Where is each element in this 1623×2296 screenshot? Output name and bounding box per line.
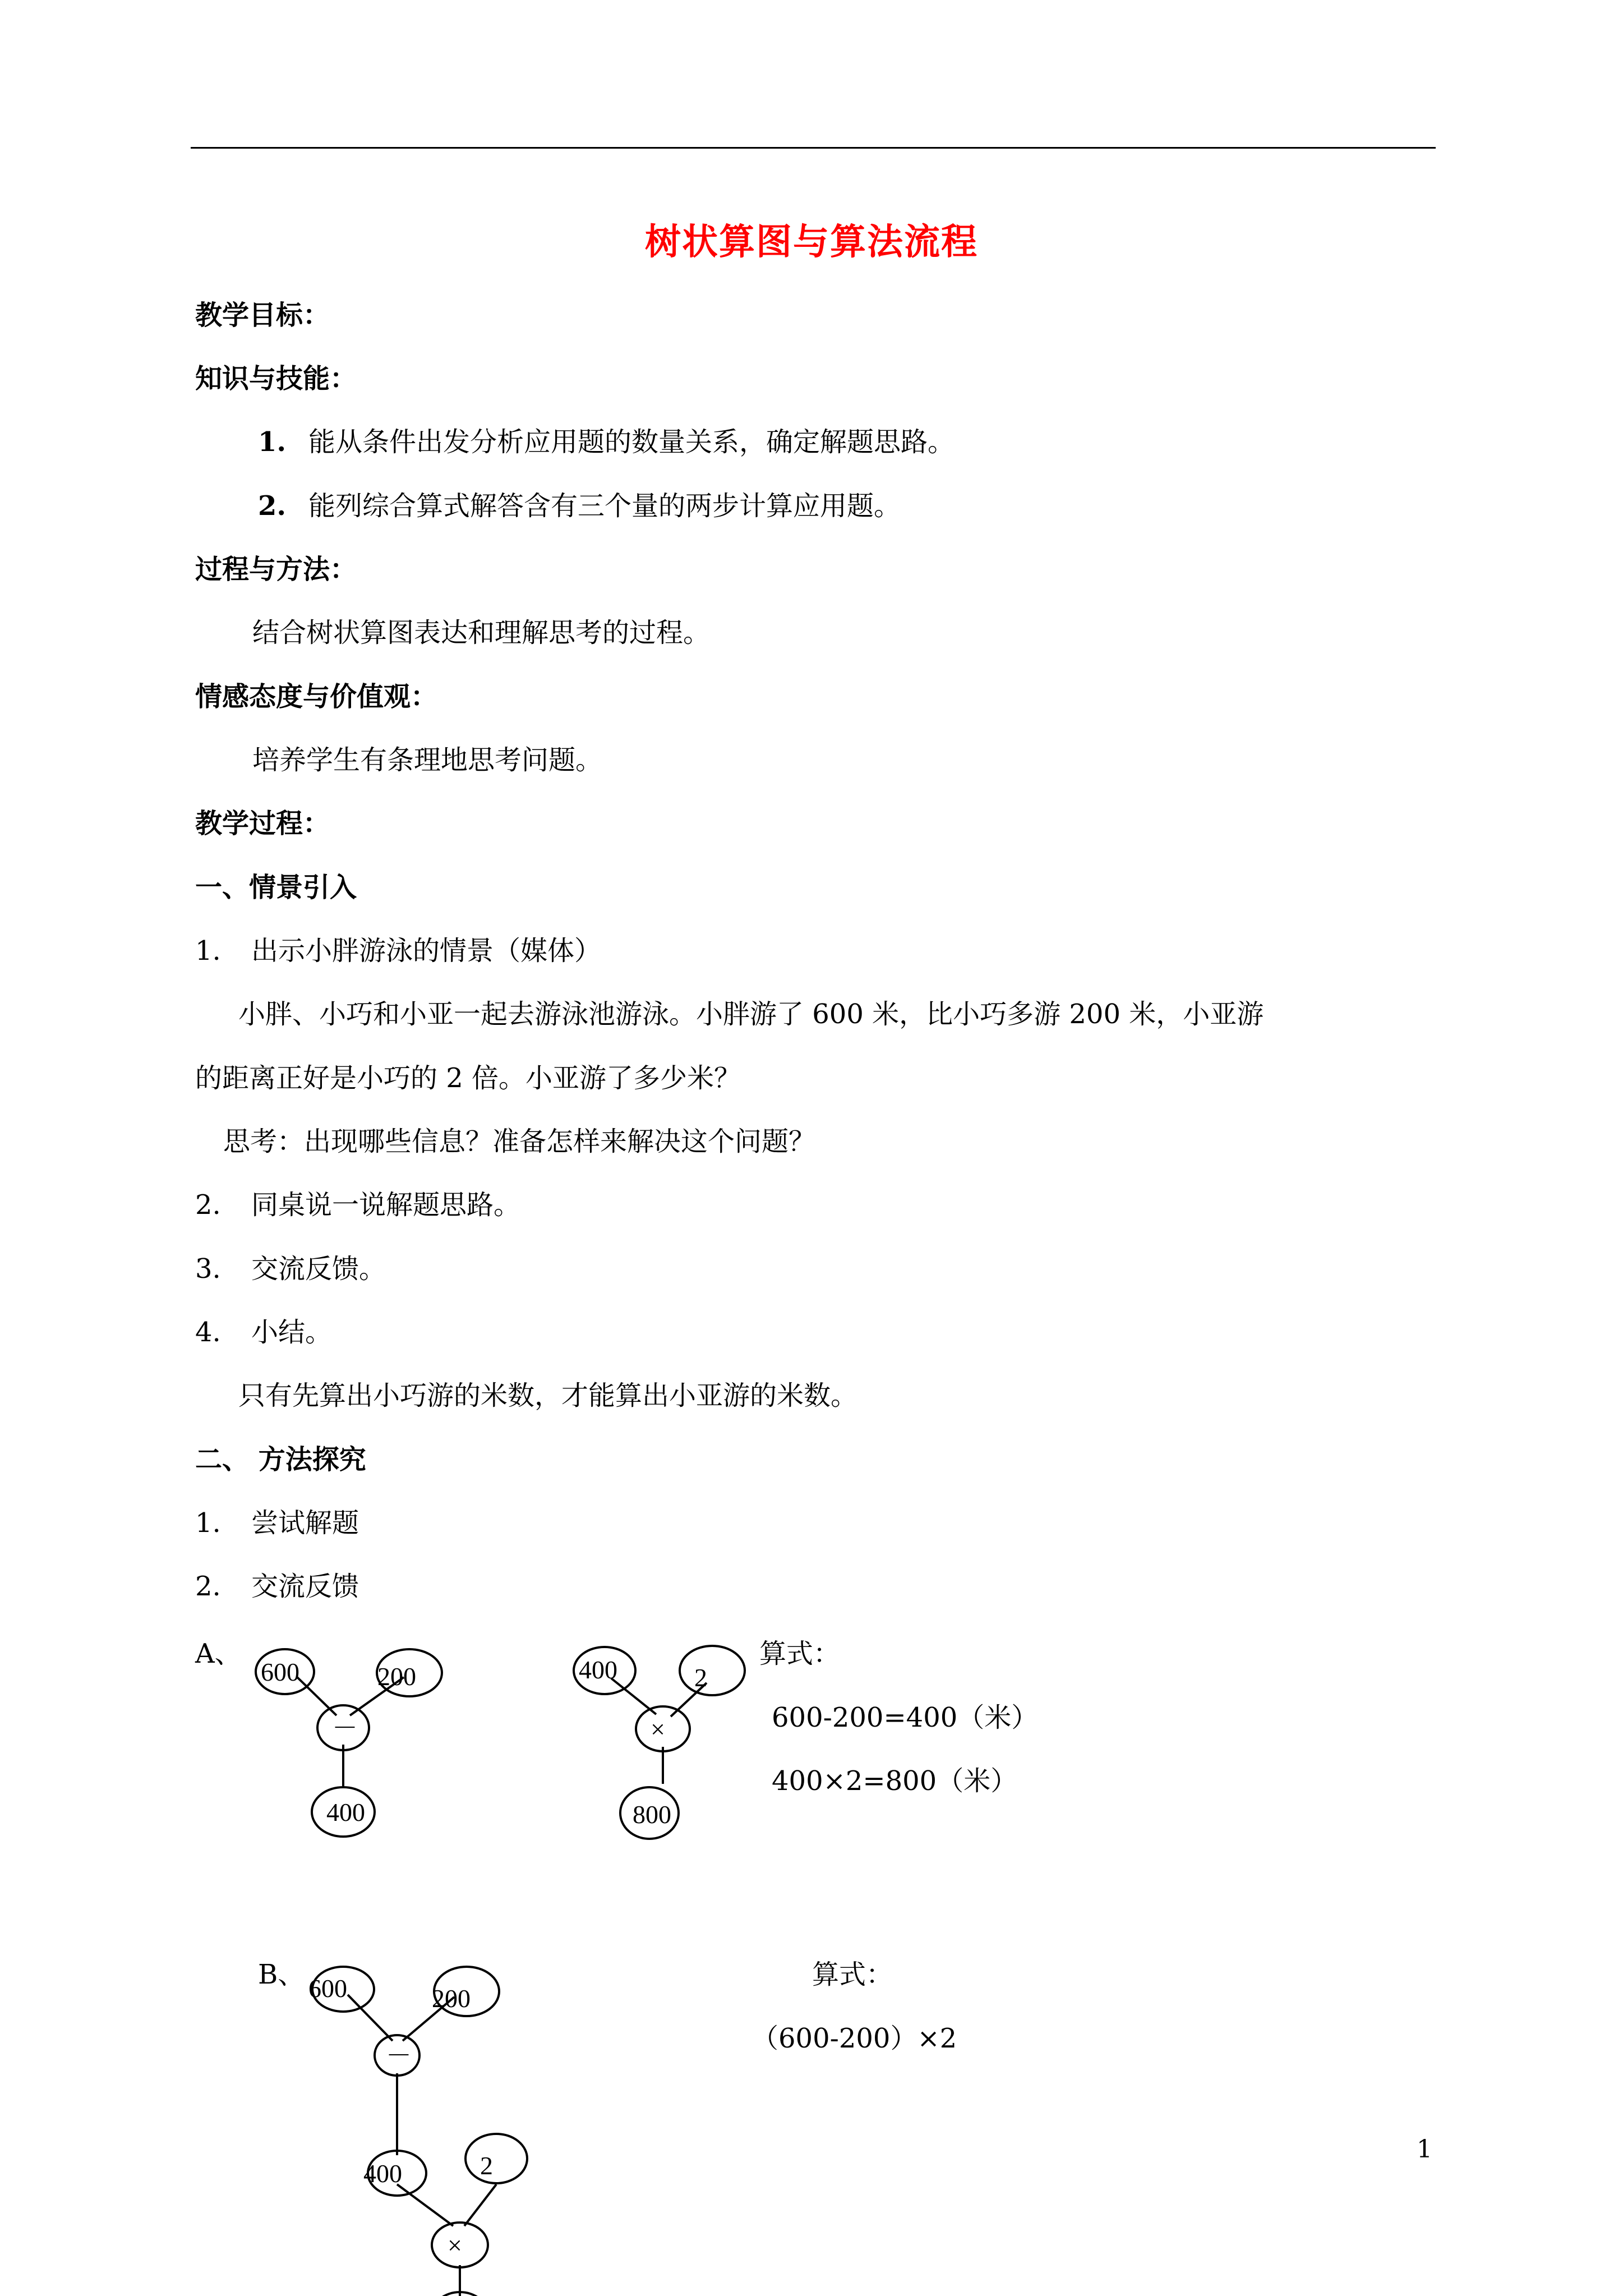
document-title: 树状算图与算法流程: [645, 221, 978, 263]
part2-heading: 二、 方法探究: [195, 1444, 366, 1475]
node-value: 600: [261, 1658, 299, 1686]
teaching-goals-heading: 教学目标：: [195, 300, 330, 331]
problem-line-2: 的距离正好是小巧的 2 倍。小亚游了多少米？: [195, 1062, 741, 1094]
item-number: 2.: [195, 1571, 221, 1602]
tree-edge: [297, 1677, 336, 1715]
node-ellipse: [465, 2134, 527, 2183]
header-rule: [191, 147, 1436, 149]
emotion-values-text: 培养学生有条理地思考问题。: [252, 744, 603, 776]
page-number: 1: [1417, 2135, 1432, 2164]
teaching-process-heading: 教学过程：: [195, 808, 330, 839]
item-number: 4.: [195, 1317, 221, 1348]
tree-edge: [464, 2184, 496, 2226]
diagram-b-tree: [297, 1963, 555, 2296]
knowledge-item: [258, 489, 901, 523]
item-text: 同桌说一说解题思路。: [251, 1189, 521, 1221]
process-method-text: 结合树状算图表达和理解思考的过程。: [252, 617, 711, 648]
list-item: [195, 1188, 520, 1222]
knowledge-skills-heading: 知识与技能：: [195, 363, 357, 394]
process-method-heading: 过程与方法：: [195, 554, 357, 585]
diagram-b-label: B、: [258, 1959, 305, 1990]
item-number: 1.: [195, 1507, 221, 1539]
diagram-a-label: A、: [195, 1638, 242, 1669]
problem-line-1: 小胖、小巧和小亚一起去游泳池游泳。小胖游了 600 米，比小巧多游 200 米，小亚游: [238, 999, 1264, 1030]
emotion-values-heading: 情感态度与价值观：: [195, 681, 438, 712]
node-value: 400: [363, 2159, 402, 2188]
list-item: [195, 1315, 332, 1349]
list-item: [195, 934, 601, 968]
node-ellipse: [680, 1646, 745, 1695]
item-number: 3.: [195, 1253, 221, 1285]
item-number: 1.: [258, 426, 287, 458]
diagram-a-formula-line: 400×2=800（米）: [772, 1765, 1018, 1797]
node-value: 600: [308, 1974, 347, 2003]
part1-heading: 一、情景引入: [195, 872, 357, 903]
item-number: 1.: [195, 935, 221, 967]
diagram-a-tree-2: [566, 1642, 774, 1846]
item-text: 交流反馈。: [251, 1253, 386, 1285]
diagram-b-formula-label: 算式：: [812, 1959, 893, 1990]
item-text: 能从条件出发分析应用题的数量关系，确定解题思路。: [308, 426, 955, 458]
tree-edge: [397, 2184, 453, 2226]
item-text: 小结。: [251, 1317, 333, 1348]
node-value: 400: [579, 1655, 617, 1684]
item-text: 尝试解题: [251, 1507, 359, 1539]
list-item: [195, 1506, 359, 1540]
list-item: [195, 1252, 386, 1286]
diagram-b-formula-line: （600-200）×2: [751, 2023, 957, 2054]
diagram-a-formula-label: 算式：: [759, 1638, 841, 1669]
diagram-a-tree-1: [247, 1644, 460, 1846]
node-value: 2: [480, 2151, 493, 2180]
item-text: 出示小胖游泳的情景（媒体）: [251, 935, 602, 967]
node-value: 400: [326, 1798, 365, 1826]
minus-icon: －: [332, 1714, 358, 1742]
multiply-icon: ×: [651, 1715, 665, 1743]
item-number: 2.: [195, 1189, 221, 1221]
think-question: 思考：出现哪些信息？准备怎样来解决这个问题？: [223, 1126, 816, 1157]
item-text: 交流反馈: [251, 1571, 359, 1602]
diagram-a-formula-line: 600-200=400（米）: [772, 1702, 1039, 1733]
node-value: 200: [377, 1662, 416, 1691]
item-text: 能列综合算式解答含有三个量的两步计算应用题。: [308, 490, 901, 522]
minus-icon: －: [386, 2041, 412, 2070]
list-item: [195, 1570, 359, 1603]
summary-text: 只有先算出小巧游的米数，才能算出小亚游的米数。: [238, 1380, 858, 1411]
node-value: 2: [694, 1663, 707, 1692]
item-number: 2.: [258, 490, 287, 522]
multiply-icon: ×: [448, 2231, 462, 2260]
knowledge-item: [258, 425, 955, 459]
node-value: 200: [432, 1984, 471, 2013]
node-value: 800: [633, 1800, 671, 1829]
